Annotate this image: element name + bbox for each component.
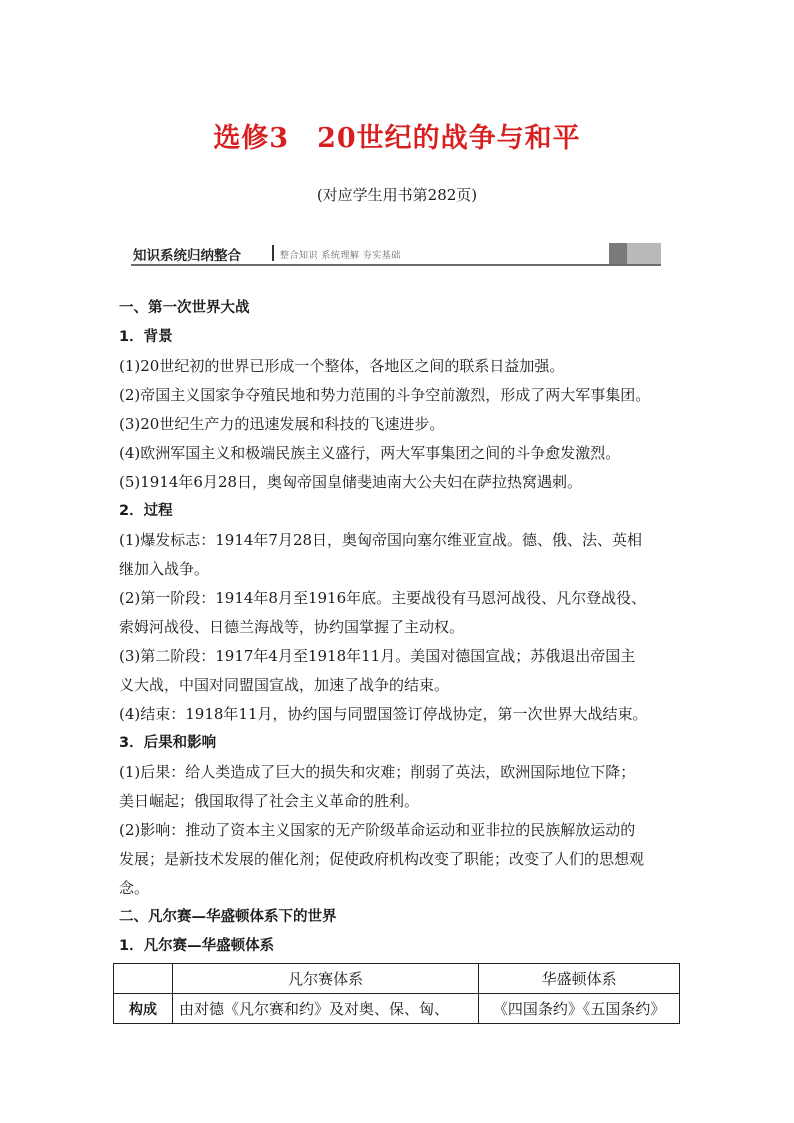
text-line: 美日崛起；俄国取得了社会主义革命的胜利。 [119,792,420,810]
text-line: (5)1914年6月28日，奥匈帝国皇储斐迪南大公夫妇在萨拉热窝遇刺。 [119,473,583,491]
section-heading: 一、第一次世界大战 [119,300,250,316]
section-banner [131,243,661,266]
text-line: (2)帝国主义国家争夺殖民地和势力范围的斗争空前激烈，形成了两大军事集团。 [119,386,651,404]
banner-subtitle: 整合知识 系统理解 夯实基础 [280,251,401,261]
subsection-heading: 3．后果和影响 [119,735,217,751]
text-line: (3)20世纪生产力的迅速发展和科技的飞速进步。 [119,415,445,433]
page-subtitle: (对应学生用书第282页) [316,186,478,204]
table-cell: 由对德《凡尔赛和约》及对奥、保、匈、 [173,994,479,1024]
table-cell: 《四国条约》《五国条约》 [479,994,680,1024]
row-label: 构成 [114,994,173,1024]
subsection-heading: 2．过程 [119,503,173,519]
banner-block-dark [609,243,627,264]
page-title: 选修3 20世纪的战争与和平 [213,123,581,154]
table-header-versailles: 凡尔赛体系 [173,964,479,994]
section-heading: 二、凡尔赛—华盛顿体系下的世界 [119,909,337,925]
subsection-heading: 1．凡尔赛—华盛顿体系 [119,938,275,954]
text-line: (1)20世纪初的世界已形成一个整体，各地区之间的联系日益加强。 [119,357,565,375]
subsection-heading: 1．背景 [119,329,173,345]
text-line: (2)第一阶段：1914年8月至1916年底。主要战役有马恩河战役、凡尔登战役、 [119,589,647,607]
text-line: (4)欧洲军国主义和极端民族主义盛行，两大军事集团之间的斗争愈发激烈。 [119,444,621,462]
table-header-blank [114,964,173,994]
text-line: 义大战，中国对同盟国宣战，加速了战争的结束。 [119,676,450,694]
system-comparison-table [113,963,680,1024]
table-header-washington: 华盛顿体系 [479,964,680,994]
table-row [114,994,680,1024]
text-line: 念。 [119,879,150,897]
banner-divider [272,245,274,261]
banner-block-light [627,243,661,264]
banner-underline [131,264,661,266]
text-line: 索姆河战役、日德兰海战等，协约国掌握了主动权。 [119,618,465,636]
text-line: 继加入战争。 [119,560,210,578]
table-header-row [114,964,680,994]
text-line: (1)后果：给人类造成了巨大的损失和灾难；削弱了英法，欧洲国际地位下降； [119,763,636,781]
text-line: (3)第二阶段：1917年4月至1918年11月。美国对德国宣战；苏俄退出帝国主 [119,647,636,665]
text-line: (2)影响：推动了资本主义国家的无产阶级革命运动和亚非拉的民族解放运动的 [119,821,636,839]
text-line: (4)结束：1918年11月，协约国与同盟国签订停战协定，第一次世界大战结束。 [119,705,648,723]
text-line: (1)爆发标志：1914年7月28日，奥匈帝国向塞尔维亚宣战。德、俄、法、英相 [119,531,643,549]
text-line: 发展；是新技术发展的催化剂；促使政府机构改变了职能；改变了人们的思想观 [119,850,645,868]
banner-title: 知识系统归纳整合 [133,248,241,264]
